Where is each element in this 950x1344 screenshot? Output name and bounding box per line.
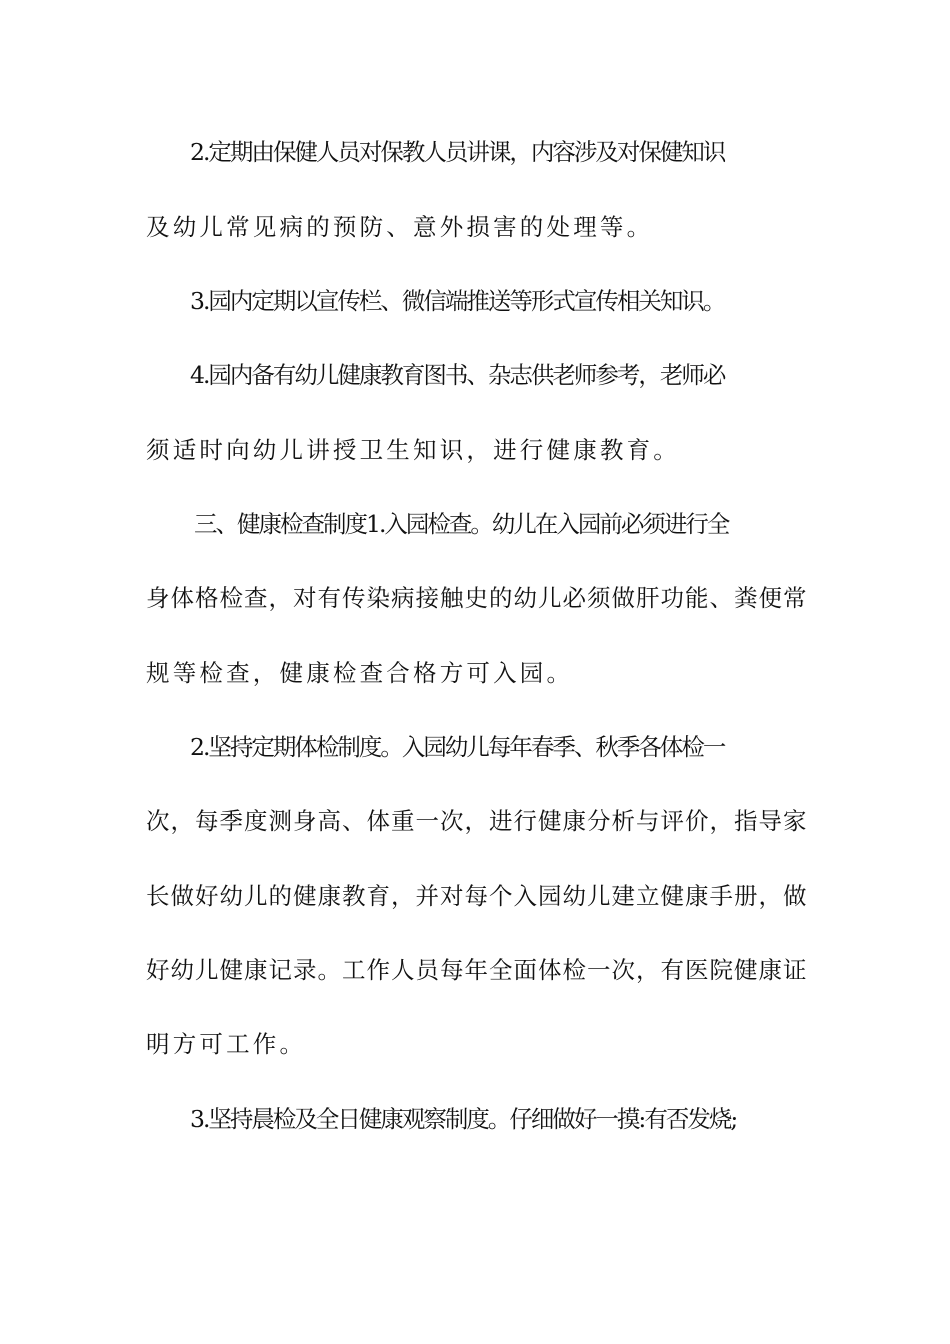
paragraph-line: 明方可工作。 [146,1030,307,1058]
paragraph-line: 及幼儿常见病的预防、意外损害的处理等。 [146,213,654,241]
paragraph-line: 次，每季度测身高、体重一次，进行健康分析与评价，指导家 [146,807,808,835]
section-heading-line: 三、健康检查制度1.入园检查。幼儿在入园前必须进行全 [194,510,729,538]
paragraph-line: 规等检查，健康检查合格方可入园。 [146,659,574,687]
paragraph-line: 4.园内备有幼儿健康教育图书、杂志供老师参考，老师必 [190,361,725,389]
paragraph-line: 2.坚持定期体检制度。入园幼儿每年春季、秋季各体检一 [190,733,725,761]
paragraph-line: 3.坚持晨检及全日健康观察制度。仔细做好一摸:有否发烧; [190,1105,737,1133]
paragraph-line: 须适时向幼儿讲授卫生知识，进行健康教育。 [146,436,680,464]
paragraph-line: 身体格检查，对有传染病接触史的幼儿必须做肝功能、粪便常 [146,584,808,612]
paragraph-line: 长做好幼儿的健康教育，并对每个入园幼儿建立健康手册，做 [146,882,808,910]
paragraph-line: 3.园内定期以宣传栏、微信端推送等形式宣传相关知识。 [190,287,725,315]
paragraph-line: 好幼儿健康记录。工作人员每年全面体检一次，有医院健康证 [146,956,808,984]
paragraph-line: 2.定期由保健人员对保教人员讲课，内容涉及对保健知识 [190,138,725,166]
